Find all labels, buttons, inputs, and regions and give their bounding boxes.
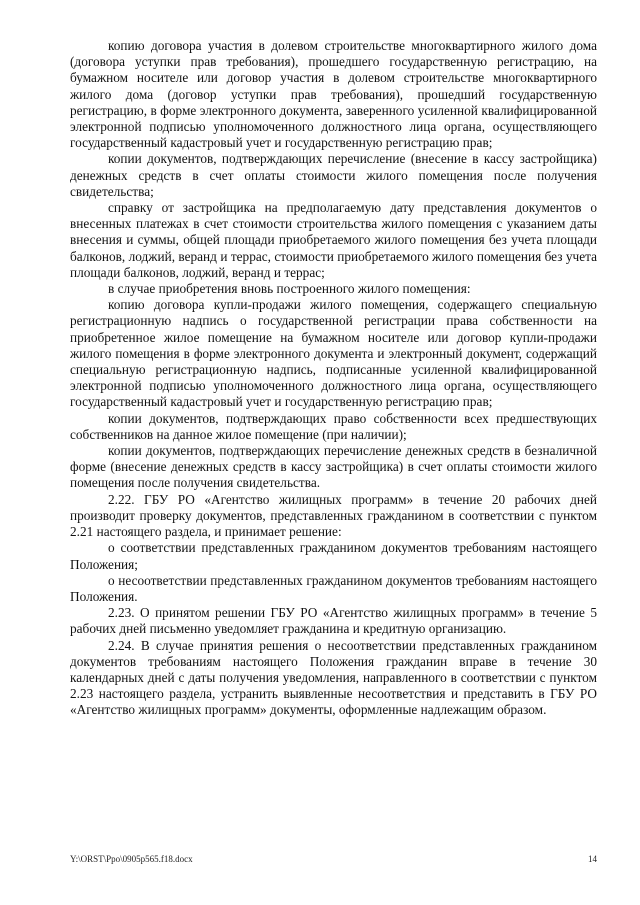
paragraph: копии документов, подтверждающих право собственности всех предшествующих собственников на данное жилое помещение (при наличии); xyxy=(70,410,597,442)
paragraph: копию договора купли-продажи жилого помещения, содержащего специальную регистрационную надпись о государственной регистрации права собственности на приобретенное жилое помещение на бумажном носителе или договор купли-продажи жилого помещения в форме электронного документа и электронный документ, содержащий специальную регистрационную надпись, подписанные усиленной квалифицированной электронной подписью уполномоченного должностного лица органа, осуществляющего государственный кадастровый учет и государственную регистрацию прав; xyxy=(70,297,597,410)
page-number: 14 xyxy=(588,854,597,864)
paragraph: 2.24. В случае принятия решения о несоответствии представленных гражданином документов требованиям настоящего Положения гражданин вправе в течение 30 календарных дней с даты получения уведомления, направленного в соответствии с пунктом 2.23 настоящего раздела, устранить выявленные несоответствия и представить в ГБУ РО «Агентство жилищных программ» документы, оформленные надлежащим образом. xyxy=(70,637,597,718)
document-body xyxy=(70,38,597,719)
paragraph: в случае приобретения вновь построенного жилого помещения: xyxy=(108,281,471,297)
paragraph: 2.22. ГБУ РО «Агентство жилищных программ» в течение 20 рабочих дней производит проверку документов, представленных гражданином в соответствии с пунктом 2.21 настоящего раздела, и принимает решение: xyxy=(70,491,597,540)
paragraph: копии документов, подтверждающих перечисление (внесение в кассу застройщика) денежных средств в счет оплаты стоимости жилого помещения после получения свидетельства; xyxy=(70,151,597,199)
page-footer xyxy=(70,854,597,864)
footer-file-path: Y:\ORST\Ppo\0905p565.f18.docx xyxy=(70,854,193,864)
paragraph: 2.23. О принятом решении ГБУ РО «Агентство жилищных программ» в течение 5 рабочих дней письменно уведомляет гражданина и кредитную организацию. xyxy=(70,605,597,637)
paragraph: о соответствии представленных гражданином документов требованиям настоящего Положения; xyxy=(70,540,597,572)
paragraph: копию договора участия в долевом строительстве многоквартирного жилого дома (договора уступки прав требования), прошедшего государственную регистрацию, на бумажном носителе или договор участия в долевом строительстве многоквартирного жилого дома (договор уступки прав требования), прошедший государственную регистрацию, в форме электронного документа, заверенного усиленной квалифицированной электронной подписью уполномоченного должностного лица органа, осуществляющего государственный кадастровый учет и государственную регистрацию прав; xyxy=(70,38,597,151)
paragraph: копии документов, подтверждающих перечисление денежных средств в безналичной форме (внесение денежных средств в кассу застройщика) в счет оплаты стоимости жилого помещения после получения свидетельства. xyxy=(70,443,597,491)
paragraph: справку от застройщика на предполагаемую дату представления документов о внесенных платежах в счет стоимости строительства жилого помещения с указанием даты внесения и суммы, общей площади приобретаемого жилого помещения без учета площади балконов, лоджий, веранд и террас, стоимости приобретаемого жилого помещения без учета площади балконов, лоджий, веранд и террас; xyxy=(70,200,597,280)
paragraph: о несоответствии представленных гражданином документов требованиям настоящего Положения. xyxy=(70,572,597,604)
